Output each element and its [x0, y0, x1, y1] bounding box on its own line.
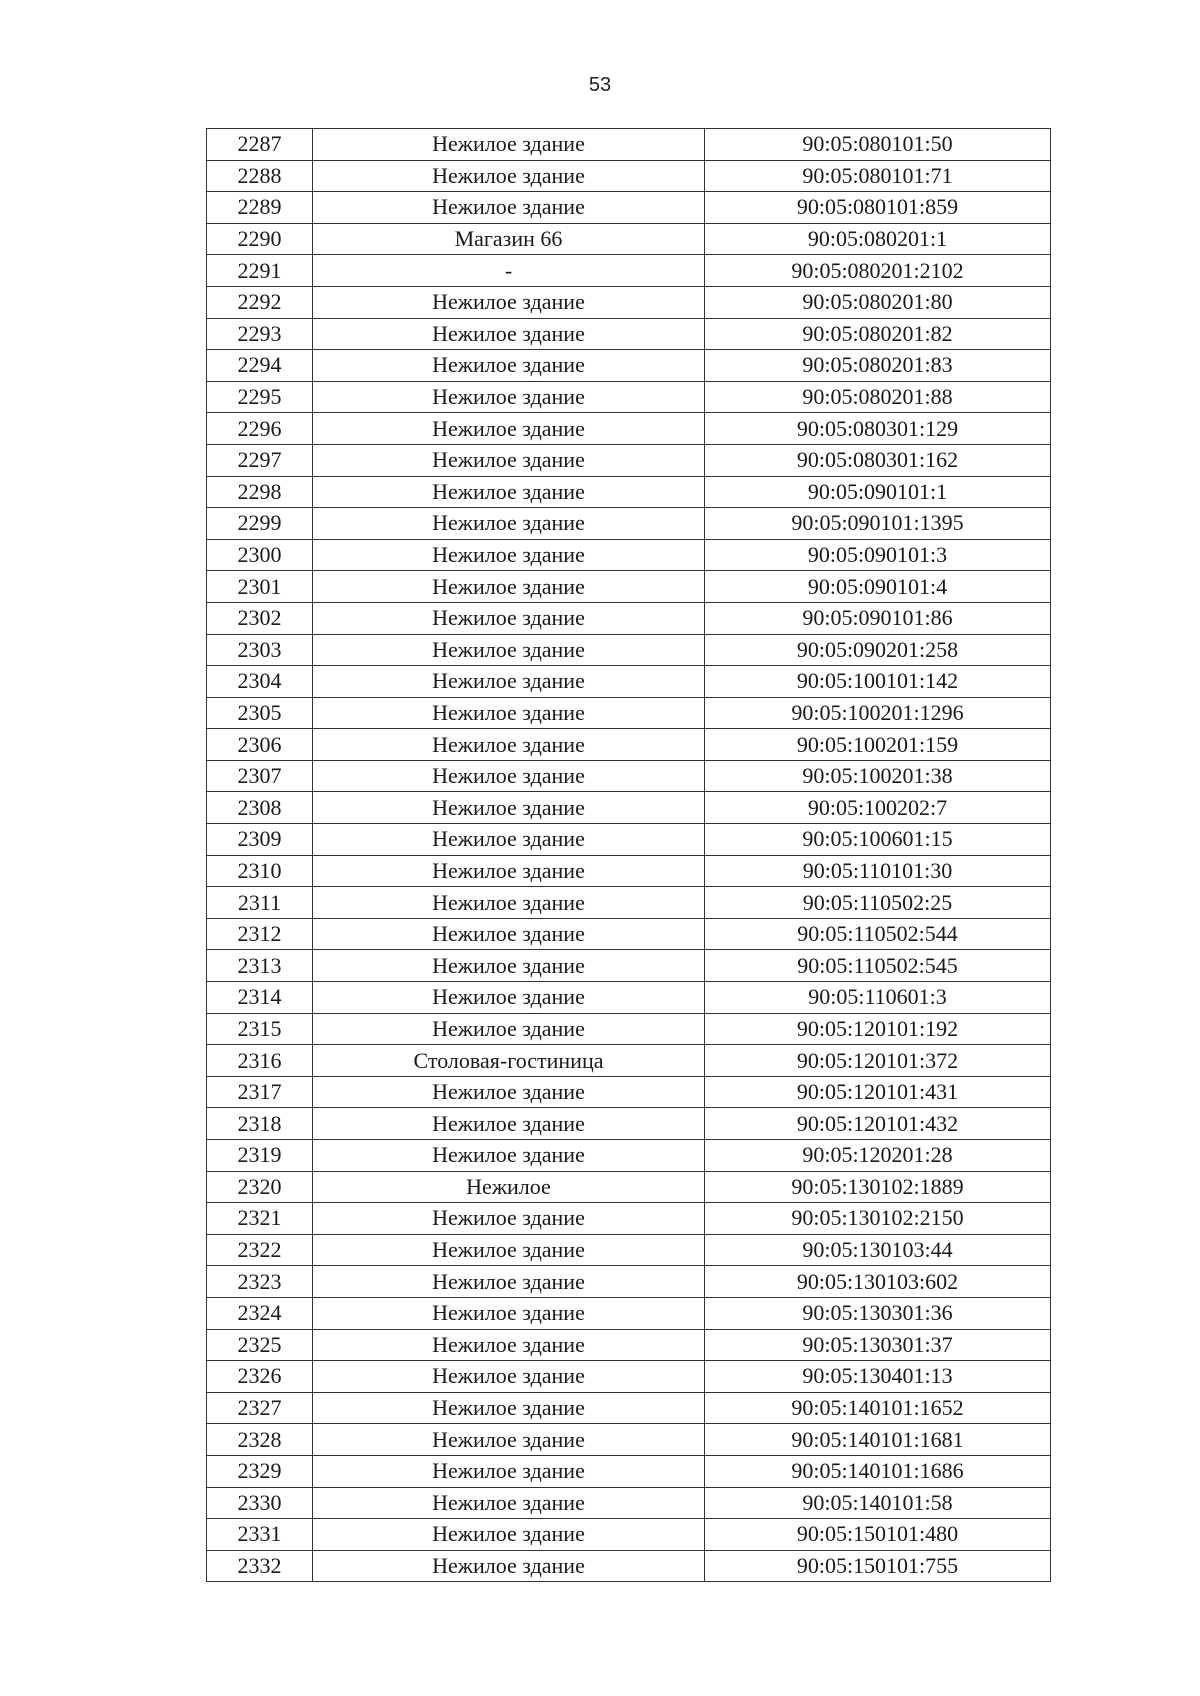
object-name-cell: Нежилое здание — [313, 318, 705, 350]
cadastral-number-cell: 90:05:110502:544 — [705, 918, 1051, 950]
object-name-cell: Нежилое здание — [313, 887, 705, 919]
object-name-cell: Нежилое здание — [313, 1550, 705, 1582]
table-row — [207, 634, 1051, 666]
object-name-cell: Нежилое здание — [313, 476, 705, 508]
cadastral-number-cell: 90:05:100201:159 — [705, 729, 1051, 761]
row-number-cell: 2306 — [207, 729, 313, 761]
object-name-cell: Нежилое здание — [313, 1329, 705, 1361]
table-row — [207, 1297, 1051, 1329]
cadastral-number-cell: 90:05:100201:1296 — [705, 697, 1051, 729]
row-number-cell: 2326 — [207, 1361, 313, 1393]
object-name-cell: Нежилое здание — [313, 634, 705, 666]
cadastral-number-cell: 90:05:110601:3 — [705, 982, 1051, 1014]
table-row — [207, 1455, 1051, 1487]
table-row — [207, 476, 1051, 508]
row-number-cell: 2327 — [207, 1392, 313, 1424]
row-number-cell: 2294 — [207, 350, 313, 382]
object-name-cell: Нежилое здание — [313, 1013, 705, 1045]
row-number-cell: 2325 — [207, 1329, 313, 1361]
object-name-cell: Нежилое здание — [313, 1076, 705, 1108]
object-name-cell: Нежилое здание — [313, 602, 705, 634]
row-number-cell: 2317 — [207, 1076, 313, 1108]
row-number-cell: 2297 — [207, 444, 313, 476]
table-row — [207, 729, 1051, 761]
object-name-cell: Нежилое — [313, 1171, 705, 1203]
cadastral-number-cell: 90:05:130301:37 — [705, 1329, 1051, 1361]
row-number-cell: 2318 — [207, 1108, 313, 1140]
object-name-cell: Нежилое здание — [313, 539, 705, 571]
table-row — [207, 1487, 1051, 1519]
row-number-cell: 2295 — [207, 381, 313, 413]
object-name-cell: Нежилое здание — [313, 729, 705, 761]
table-row — [207, 950, 1051, 982]
table-row — [207, 1045, 1051, 1077]
row-number-cell: 2298 — [207, 476, 313, 508]
object-name-cell: - — [313, 255, 705, 287]
cadastral-number-cell: 90:05:080201:82 — [705, 318, 1051, 350]
row-number-cell: 2301 — [207, 571, 313, 603]
object-name-cell: Нежилое здание — [313, 508, 705, 540]
row-number-cell: 2287 — [207, 129, 313, 161]
object-name-cell: Нежилое здание — [313, 855, 705, 887]
object-name-cell: Нежилое здание — [313, 1203, 705, 1235]
table-row — [207, 1266, 1051, 1298]
cadastral-number-cell: 90:05:120101:431 — [705, 1076, 1051, 1108]
row-number-cell: 2296 — [207, 413, 313, 445]
row-number-cell: 2328 — [207, 1424, 313, 1456]
cadastral-number-cell: 90:05:100202:7 — [705, 792, 1051, 824]
property-registry-table — [206, 128, 1051, 1582]
cadastral-number-cell: 90:05:120101:192 — [705, 1013, 1051, 1045]
object-name-cell: Нежилое здание — [313, 160, 705, 192]
table-row — [207, 855, 1051, 887]
table-row — [207, 982, 1051, 1014]
table-row — [207, 1076, 1051, 1108]
table-row — [207, 1519, 1051, 1551]
object-name-cell: Нежилое здание — [313, 286, 705, 318]
table-row — [207, 602, 1051, 634]
table-row — [207, 666, 1051, 698]
row-number-cell: 2290 — [207, 223, 313, 255]
cadastral-number-cell: 90:05:130401:13 — [705, 1361, 1051, 1393]
cadastral-number-cell: 90:05:080301:162 — [705, 444, 1051, 476]
cadastral-number-cell: 90:05:080101:71 — [705, 160, 1051, 192]
cadastral-number-cell: 90:05:130102:2150 — [705, 1203, 1051, 1235]
row-number-cell: 2319 — [207, 1140, 313, 1172]
cadastral-number-cell: 90:05:100201:38 — [705, 760, 1051, 792]
table-row — [207, 824, 1051, 856]
table-row — [207, 760, 1051, 792]
table-row — [207, 160, 1051, 192]
table-row — [207, 1392, 1051, 1424]
cadastral-number-cell: 90:05:130102:1889 — [705, 1171, 1051, 1203]
cadastral-number-cell: 90:05:080201:80 — [705, 286, 1051, 318]
row-number-cell: 2316 — [207, 1045, 313, 1077]
row-number-cell: 2305 — [207, 697, 313, 729]
cadastral-number-cell: 90:05:120201:28 — [705, 1140, 1051, 1172]
table-row — [207, 1550, 1051, 1582]
cadastral-number-cell: 90:05:130103:602 — [705, 1266, 1051, 1298]
page-number: 53 — [588, 74, 612, 96]
object-name-cell: Нежилое здание — [313, 1108, 705, 1140]
cadastral-number-cell: 90:05:150101:480 — [705, 1519, 1051, 1551]
table-row — [207, 887, 1051, 919]
cadastral-number-cell: 90:05:090201:258 — [705, 634, 1051, 666]
cadastral-number-cell: 90:05:130103:44 — [705, 1234, 1051, 1266]
cadastral-number-cell: 90:05:140101:1652 — [705, 1392, 1051, 1424]
cadastral-number-cell: 90:05:090101:4 — [705, 571, 1051, 603]
cadastral-number-cell: 90:05:080201:83 — [705, 350, 1051, 382]
object-name-cell: Нежилое здание — [313, 1519, 705, 1551]
object-name-cell: Столовая-гостиница — [313, 1045, 705, 1077]
object-name-cell: Нежилое здание — [313, 1297, 705, 1329]
cadastral-number-cell: 90:05:140101:1681 — [705, 1424, 1051, 1456]
cadastral-number-cell: 90:05:150101:755 — [705, 1550, 1051, 1582]
table-row — [207, 1234, 1051, 1266]
object-name-cell: Нежилое здание — [313, 129, 705, 161]
row-number-cell: 2311 — [207, 887, 313, 919]
cadastral-number-cell: 90:05:140101:1686 — [705, 1455, 1051, 1487]
object-name-cell: Нежилое здание — [313, 444, 705, 476]
object-name-cell: Нежилое здание — [313, 381, 705, 413]
row-number-cell: 2314 — [207, 982, 313, 1014]
object-name-cell: Нежилое здание — [313, 1392, 705, 1424]
table-row — [207, 697, 1051, 729]
object-name-cell: Нежилое здание — [313, 1361, 705, 1393]
cadastral-number-cell: 90:05:110101:30 — [705, 855, 1051, 887]
object-name-cell: Нежилое здание — [313, 1424, 705, 1456]
row-number-cell: 2315 — [207, 1013, 313, 1045]
row-number-cell: 2310 — [207, 855, 313, 887]
table-row — [207, 444, 1051, 476]
table-row — [207, 1203, 1051, 1235]
row-number-cell: 2289 — [207, 192, 313, 224]
row-number-cell: 2313 — [207, 950, 313, 982]
object-name-cell: Нежилое здание — [313, 824, 705, 856]
table-row — [207, 318, 1051, 350]
table-row — [207, 1361, 1051, 1393]
row-number-cell: 2329 — [207, 1455, 313, 1487]
cadastral-number-cell: 90:05:090101:1395 — [705, 508, 1051, 540]
cadastral-number-cell: 90:05:100601:15 — [705, 824, 1051, 856]
table-row — [207, 1171, 1051, 1203]
row-number-cell: 2302 — [207, 602, 313, 634]
object-name-cell: Нежилое здание — [313, 760, 705, 792]
row-number-cell: 2332 — [207, 1550, 313, 1582]
table-row — [207, 792, 1051, 824]
table-row — [207, 1329, 1051, 1361]
row-number-cell: 2324 — [207, 1297, 313, 1329]
table-row — [207, 129, 1051, 161]
row-number-cell: 2291 — [207, 255, 313, 287]
object-name-cell: Нежилое здание — [313, 1487, 705, 1519]
table-row — [207, 1424, 1051, 1456]
table-row — [207, 192, 1051, 224]
object-name-cell: Нежилое здание — [313, 982, 705, 1014]
cadastral-number-cell: 90:05:080201:1 — [705, 223, 1051, 255]
table-body — [207, 129, 1051, 1582]
object-name-cell: Нежилое здание — [313, 792, 705, 824]
row-number-cell: 2331 — [207, 1519, 313, 1551]
row-number-cell: 2312 — [207, 918, 313, 950]
cadastral-number-cell: 90:05:080201:2102 — [705, 255, 1051, 287]
cadastral-number-cell: 90:05:120101:372 — [705, 1045, 1051, 1077]
cadastral-number-cell: 90:05:080201:88 — [705, 381, 1051, 413]
table-row — [207, 350, 1051, 382]
cadastral-number-cell: 90:05:080101:50 — [705, 129, 1051, 161]
object-name-cell: Магазин 66 — [313, 223, 705, 255]
row-number-cell: 2320 — [207, 1171, 313, 1203]
cadastral-number-cell: 90:05:120101:432 — [705, 1108, 1051, 1140]
object-name-cell: Нежилое здание — [313, 350, 705, 382]
table-row — [207, 1013, 1051, 1045]
cadastral-number-cell: 90:05:100101:142 — [705, 666, 1051, 698]
table-row — [207, 508, 1051, 540]
row-number-cell: 2307 — [207, 760, 313, 792]
row-number-cell: 2299 — [207, 508, 313, 540]
cadastral-number-cell: 90:05:110502:25 — [705, 887, 1051, 919]
cadastral-number-cell: 90:05:130301:36 — [705, 1297, 1051, 1329]
table-row — [207, 918, 1051, 950]
table-row — [207, 255, 1051, 287]
table-row — [207, 286, 1051, 318]
object-name-cell: Нежилое здание — [313, 1234, 705, 1266]
row-number-cell: 2288 — [207, 160, 313, 192]
cadastral-number-cell: 90:05:090101:86 — [705, 602, 1051, 634]
table-row — [207, 413, 1051, 445]
row-number-cell: 2293 — [207, 318, 313, 350]
cadastral-number-cell: 90:05:110502:545 — [705, 950, 1051, 982]
row-number-cell: 2322 — [207, 1234, 313, 1266]
table-row — [207, 381, 1051, 413]
row-number-cell: 2300 — [207, 539, 313, 571]
object-name-cell: Нежилое здание — [313, 1455, 705, 1487]
table-row — [207, 223, 1051, 255]
cadastral-number-cell: 90:05:140101:58 — [705, 1487, 1051, 1519]
object-name-cell: Нежилое здание — [313, 918, 705, 950]
object-name-cell: Нежилое здание — [313, 666, 705, 698]
object-name-cell: Нежилое здание — [313, 1266, 705, 1298]
cadastral-number-cell: 90:05:090101:1 — [705, 476, 1051, 508]
cadastral-number-cell: 90:05:090101:3 — [705, 539, 1051, 571]
row-number-cell: 2292 — [207, 286, 313, 318]
row-number-cell: 2330 — [207, 1487, 313, 1519]
row-number-cell: 2308 — [207, 792, 313, 824]
object-name-cell: Нежилое здание — [313, 697, 705, 729]
object-name-cell: Нежилое здание — [313, 950, 705, 982]
object-name-cell: Нежилое здание — [313, 571, 705, 603]
row-number-cell: 2323 — [207, 1266, 313, 1298]
row-number-cell: 2304 — [207, 666, 313, 698]
object-name-cell: Нежилое здание — [313, 413, 705, 445]
table-row — [207, 539, 1051, 571]
cadastral-number-cell: 90:05:080101:859 — [705, 192, 1051, 224]
table-row — [207, 1108, 1051, 1140]
table-row — [207, 571, 1051, 603]
cadastral-number-cell: 90:05:080301:129 — [705, 413, 1051, 445]
table-row — [207, 1140, 1051, 1172]
object-name-cell: Нежилое здание — [313, 192, 705, 224]
row-number-cell: 2309 — [207, 824, 313, 856]
object-name-cell: Нежилое здание — [313, 1140, 705, 1172]
row-number-cell: 2321 — [207, 1203, 313, 1235]
row-number-cell: 2303 — [207, 634, 313, 666]
